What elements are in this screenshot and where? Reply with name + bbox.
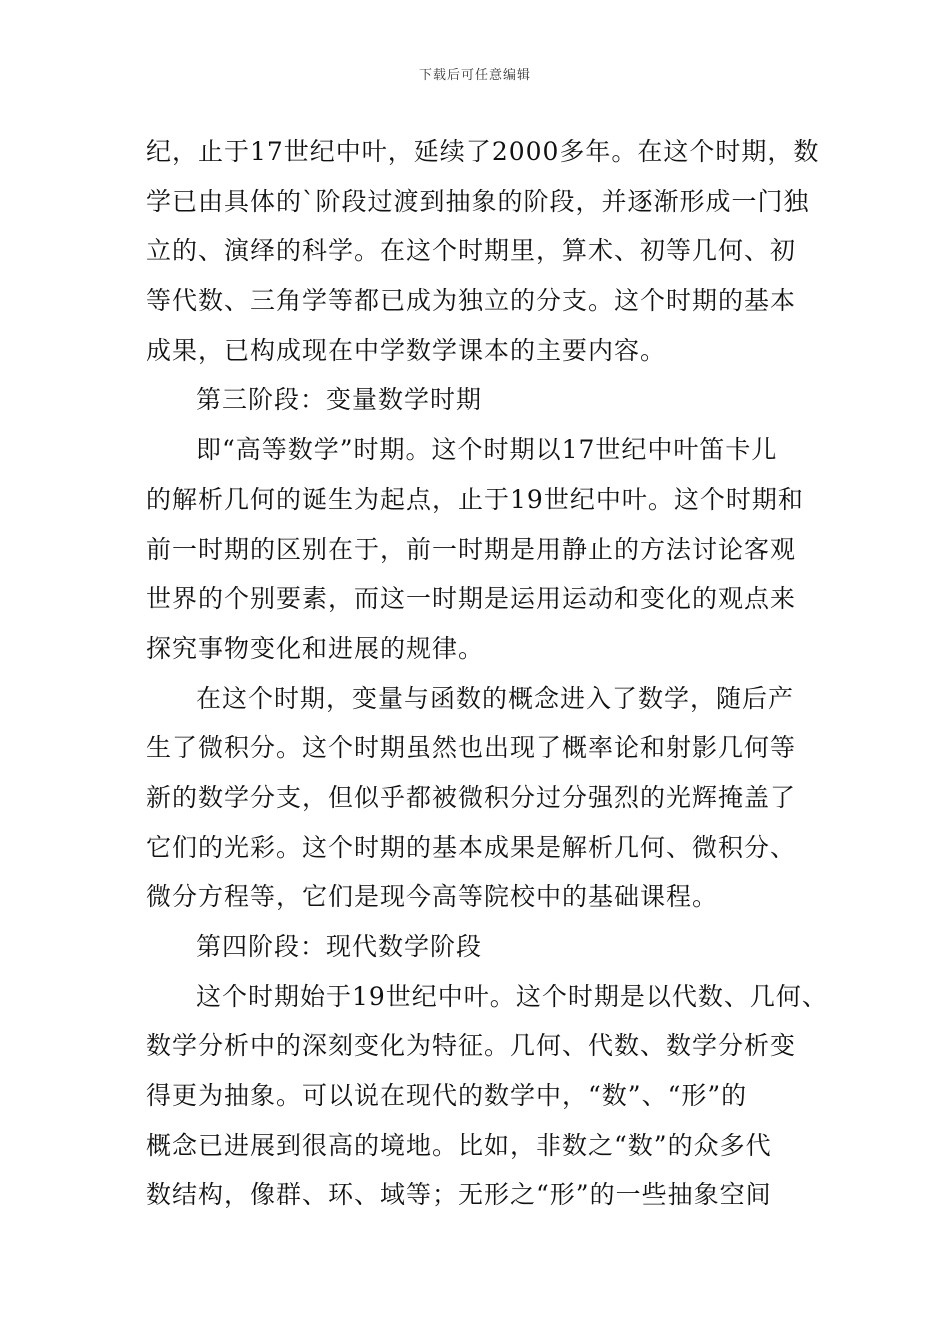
text-line: 得更为抽象。可以说在现代的数学中，“数”、“形”的 [146, 1081, 748, 1111]
text-line: 数学分析中的深刻变化为特征。几何、代数、数学分析变 [146, 1031, 797, 1061]
text-line: 前一时期的区别在于，前一时期是用静止的方法讨论客观 [146, 534, 797, 564]
section-heading: 第四阶段：现代数学阶段 [196, 932, 483, 961]
text-line: 的解析几何的诞生为起点，止于19世纪中叶。这个时期和 [146, 484, 804, 514]
text-line: 生了微积分。这个时期虽然也出现了概率论和射影几何等 [146, 733, 797, 763]
text-line: 即“高等数学”时期。这个时期以17世纪中叶笛卡儿 [196, 435, 778, 465]
text-line: 数结构，像群、环、域等；无形之“形”的一些抽象空间 [146, 1180, 772, 1210]
text-line: 成果，已构成现在中学数学课本的主要内容。 [146, 335, 667, 365]
text-line: 立的、演绎的科学。在这个时期里，算术、初等几何、初 [146, 236, 797, 266]
text-line: 等代数、三角学等都已成为独立的分支。这个时期的基本 [146, 286, 797, 316]
text-line: 世界的个别要素，而这一时期是运用运动和变化的观点来 [146, 584, 797, 614]
document-body [146, 127, 828, 1220]
text-line: 纪，止于17世纪中叶，延续了2000多年。在这个时期，数 [146, 137, 820, 166]
text-line: 在这个时期，变量与函数的概念进入了数学，随后产 [196, 683, 795, 713]
text-line: 概念已进展到很高的境地。比如，非数之“数”的众多代 [146, 1130, 772, 1160]
text-line: 这个时期始于19世纪中叶。这个时期是以代数、几何、 [196, 981, 828, 1011]
page-header: 下载后可任意编辑 [418, 68, 531, 83]
section-heading: 第三阶段：变量数学时期 [196, 385, 483, 415]
text-line: 学已由具体的`阶段过渡到抽象的阶段，并逐渐形成一门独 [146, 186, 810, 216]
text-line: 它们的光彩。这个时期的基本成果是解析几何、微积分、 [146, 832, 797, 862]
text-line: 探究事物变化和进展的规律。 [146, 633, 485, 663]
text-line: 新的数学分支，但似乎都被微积分过分强烈的光辉掩盖了 [146, 782, 797, 812]
text-line: 微分方程等，它们是现今高等院校中的基础课程。 [146, 882, 719, 912]
